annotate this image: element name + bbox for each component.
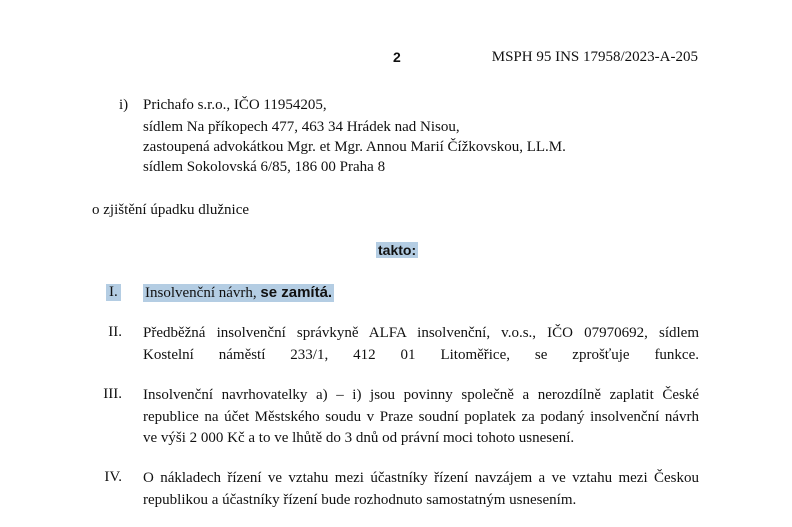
page-number: 2 (393, 49, 401, 65)
item-line: Předběžná insolvenční správkyně ALFA insolvenční, v.o.s., IČO 07970692, sídlem (143, 325, 699, 341)
item-number: I. (106, 284, 121, 301)
item-line: Kostelní náměstí 233/1, 412 01 Litoměřice, se zprošťuje funkce. (143, 346, 699, 363)
item-text (143, 468, 699, 511)
item-text-bold: se zamítá. (260, 284, 333, 301)
takto-heading: takto: (378, 242, 417, 258)
party-representative-address-line: sídlem Sokolovská 6/85, 186 00 Praha 8 (143, 159, 386, 175)
item-text (143, 323, 699, 366)
item-number: IV. (104, 469, 122, 485)
party-address-line: sídlem Na příkopech 477, 463 34 Hrádek nad Nisou, (143, 119, 460, 135)
item-line: republice na účet Městského soudu v Praze soudní poplatek za podaný insolvenční návrh (143, 408, 699, 425)
party-name-line: Prichafo s.r.o., IČO 11954205, (143, 97, 327, 113)
item-text (143, 284, 334, 302)
item-text-main: Insolvenční návrh, (145, 285, 261, 301)
case-reference: MSPH 95 INS 17958/2023-A-205 (491, 49, 698, 65)
party-representative-line: zastoupená advokátkou Mgr. et Mgr. Annou Marií Čížkovskou, LL.M. (143, 139, 566, 155)
intro-text: o zjištění úpadku dlužnice (92, 202, 250, 218)
party-marker: i) (119, 97, 129, 113)
item-number: III. (103, 386, 122, 402)
item-line: O nákladech řízení ve vztahu mezi účastníky řízení navzájem a ve vztahu mezi Českou (143, 470, 699, 486)
item-line: ve výši 2 000 Kč a to ve lhůtě do 3 dnů od právní moci tohoto usnesení. (143, 430, 575, 446)
item-line: republikou a účastníky řízení bude rozhodnuto samostatným usnesením. (143, 491, 577, 508)
item-number: II. (108, 324, 122, 340)
item-line: Insolvenční navrhovatelky a) – i) jsou povinny společně a nerozdílně zaplatit České (143, 387, 699, 403)
item-text (143, 385, 699, 450)
